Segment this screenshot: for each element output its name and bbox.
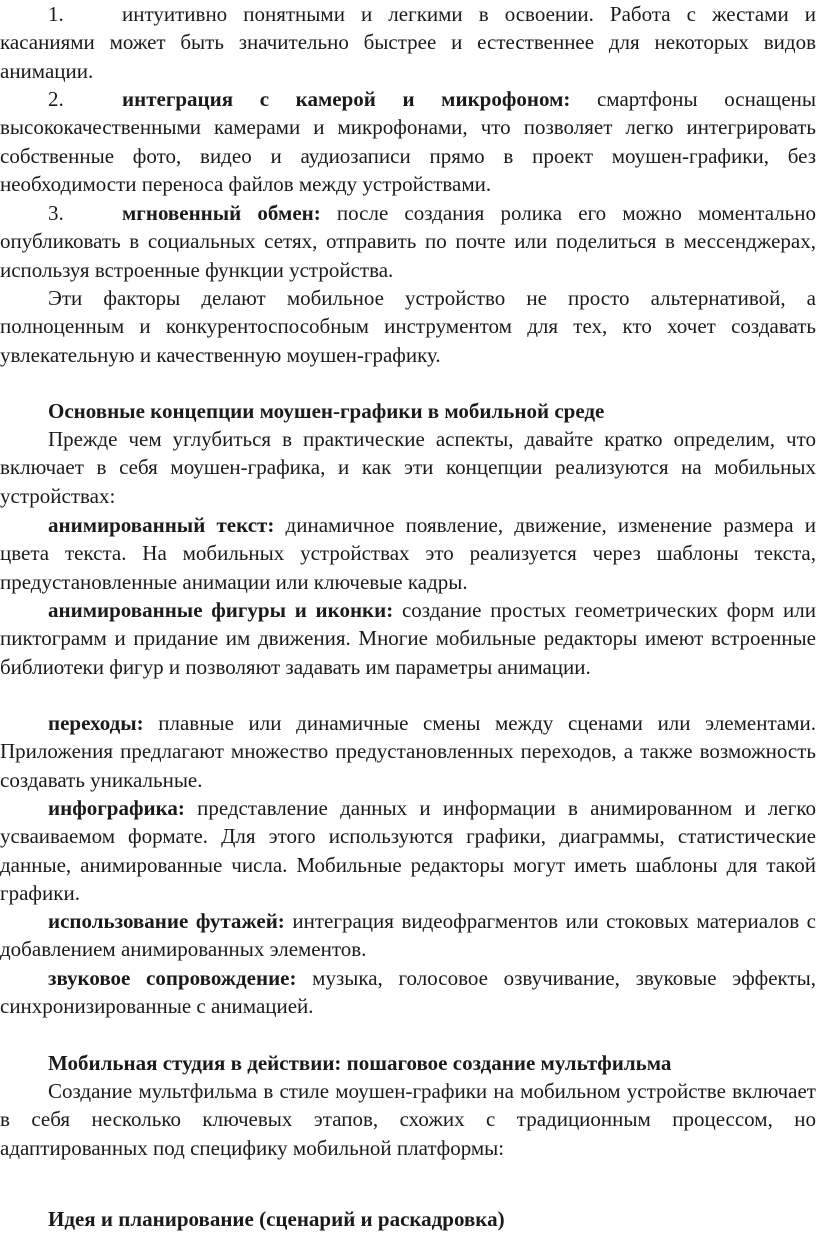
list-item-text: после создания ролика его можно моментально опубликовать в социальных сетях, отправить по почте или поделиться в мессенджерах, используя встроенные функции устройства. <box>0 201 816 282</box>
concept-term: звуковое сопровождение: <box>48 966 297 990</box>
list-item-3 <box>0 199 816 284</box>
section-heading-idea-planning: Идея и планирование (сценарий и раскадровка) <box>48 1207 505 1231</box>
concept-term: переходы: <box>48 711 144 735</box>
concept-item-sound <box>0 964 816 1021</box>
list-number: 2. <box>48 87 64 111</box>
concept-text: плавные или динамичные смены между сценами или элементами. Приложения предлагают множество предустановленных переходов, а также возможность создавать уникальные. <box>0 711 816 792</box>
list-item-term: мгновенный обмен: <box>122 201 321 225</box>
list-item-text: интуитивно понятными и легкими в освоении. Работа с жестами и касаниями может быть значительно быстрее и естественнее для некоторых видов анимации. <box>0 2 816 83</box>
list-number: 1. <box>48 2 64 26</box>
concept-term: анимированный текст: <box>48 513 275 537</box>
concept-term: анимированные фигуры и иконки: <box>48 598 394 622</box>
concept-text: представление данных и информации в анимированном и легко усваиваемом формате. Для этого используются графики, диаграммы, статистические данные, анимированные числа. Мобильные редакторы могут иметь шаблоны для такой графики. <box>0 796 816 906</box>
concept-item-animated-text <box>0 511 816 596</box>
mobile-studio-intro: Создание мультфильма в стиле моушен-графики на мобильном устройстве включает в себя несколько ключевых этапов, схожих с традиционным процессом, но адаптированных под специфику мобильной платформы: <box>0 1079 816 1160</box>
concepts-intro: Прежде чем углубиться в практические аспекты, давайте кратко определим, что включает в себя моушен-графика, и как эти концепции реализуются на мобильных устройствах: <box>0 427 816 508</box>
concept-text: динамичное появление, движение, изменение размера и цвета текста. На мобильных устройствах это реализуется через шаблоны текста, предустановленные анимации или ключевые кадры. <box>0 513 816 594</box>
concept-term: использование футажей: <box>48 909 285 933</box>
list-item-1 <box>0 0 816 85</box>
list-item-text: смартфоны оснащены высококачественными камерами и микрофонами, что позволяет легко интегрировать собственные фото, видео и аудиозаписи прямо в проект моушен-графики, без необходимости переноса файлов между устройствами. <box>0 87 816 197</box>
list-item-2 <box>0 85 816 199</box>
concept-text: музыка, голосовое озвучивание, звуковые эффекты, синхронизированные с анимацией. <box>0 966 816 1019</box>
concept-text: интеграция видеофрагментов или стоковых материалов с добавлением анимированных элементов. <box>0 909 816 962</box>
concept-item-footage <box>0 907 816 964</box>
section-heading-concepts: Основные концепции моушен-графики в мобильной среде <box>48 399 605 423</box>
list-item-term: интеграция с камерой и микрофоном: <box>122 87 571 111</box>
concept-term: инфографика: <box>48 796 185 820</box>
concept-item-infographics <box>0 794 816 908</box>
conclusion-paragraph: Эти факторы делают мобильное устройство не просто альтернативой, а полноценным и конкурентоспособным инструментом для тех, кто хочет создавать увлекательную и качественную моушен-графику. <box>0 286 816 367</box>
concept-item-shapes-icons <box>0 596 816 681</box>
section-heading-mobile-studio: Мобильная студия в действии: пошаговое создание мультфильма <box>48 1051 672 1075</box>
concept-item-transitions <box>0 709 816 794</box>
concept-text: создание простых геометрических форм или пиктограмм и придание им движения. Многие мобильные редакторы имеют встроенные библиотеки фигур и позволяют задавать им параметры анимации. <box>0 598 816 679</box>
list-number: 3. <box>48 201 64 225</box>
